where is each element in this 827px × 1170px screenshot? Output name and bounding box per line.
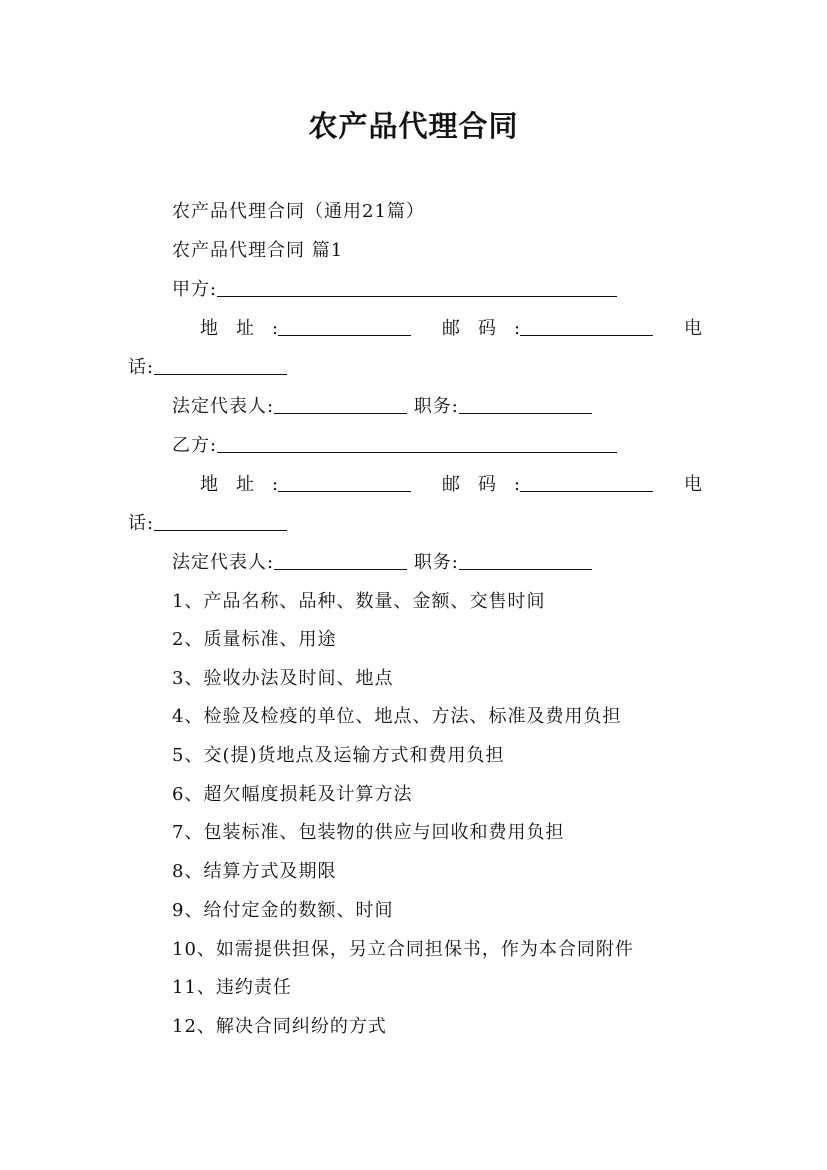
party-b-blank (217, 451, 617, 453)
party-a-contact-line (128, 309, 702, 348)
clause-item: 8、结算方式及期限 (172, 861, 337, 882)
party-b-line (128, 426, 746, 465)
clause-item: 1、产品名称、品种、数量、金额、交售时间 (172, 591, 546, 612)
address-blank (278, 334, 411, 336)
phone-blank (154, 529, 287, 531)
document-title: 农产品代理合同 (308, 109, 519, 143)
address-blank (278, 490, 411, 492)
legal-rep-label: 法定代表人: (172, 552, 275, 573)
clause-item: 12、解决合同纠纷的方式 (172, 1016, 387, 1037)
party-a-rep-line (128, 387, 746, 426)
postcode-label: 邮 码 : (442, 318, 521, 339)
party-b-label: 乙方: (172, 435, 218, 456)
position-blank (459, 412, 592, 414)
clause-item: 4、检验及检疫的单位、地点、方法、标准及费用负担 (172, 706, 622, 727)
phone-label-start: 电 (684, 474, 702, 495)
party-a-label: 甲方: (172, 279, 218, 300)
postcode-blank (520, 490, 653, 492)
party-b-contact-line (128, 465, 702, 504)
position-label: 职务: (413, 552, 459, 573)
subtitle-line: 农产品代理合同（通用21篇） (172, 201, 425, 222)
phone-label-end: 话: (128, 357, 155, 378)
legal-rep-label: 法定代表人: (172, 396, 275, 417)
clause-item: 10、如需提供担保，另立合同担保书，作为本合同附件 (172, 939, 634, 960)
party-a-blank (217, 295, 617, 297)
clause-item: 9、给付定金的数额、时间 (172, 900, 394, 921)
clause-item: 5、交(提)货地点及运输方式和费用负担 (172, 745, 505, 766)
party-a-line (128, 270, 746, 309)
legal-rep-blank (274, 568, 407, 570)
postcode-blank (520, 334, 653, 336)
clause-item: 2、质量标准、用途 (172, 629, 337, 650)
postcode-label: 邮 码 : (442, 474, 521, 495)
party-b-phone-line (128, 504, 702, 543)
clause-item: 11、违约责任 (172, 977, 292, 998)
phone-label-start: 电 (684, 318, 702, 339)
party-b-rep-line (128, 543, 746, 582)
clause-item: 6、超欠幅度损耗及计算方法 (172, 784, 413, 805)
phone-label-end: 话: (128, 513, 155, 534)
address-label: 地 址 : (200, 318, 279, 339)
address-label: 地 址 : (200, 474, 279, 495)
section-line: 农产品代理合同 篇1 (172, 240, 344, 261)
party-a-phone-line (128, 348, 702, 387)
phone-blank (154, 373, 287, 375)
clause-item: 3、验收办法及时间、地点 (172, 668, 394, 689)
position-blank (459, 568, 592, 570)
clause-item: 7、包装标准、包装物的供应与回收和费用负担 (172, 822, 565, 843)
position-label: 职务: (413, 396, 459, 417)
legal-rep-blank (274, 412, 407, 414)
